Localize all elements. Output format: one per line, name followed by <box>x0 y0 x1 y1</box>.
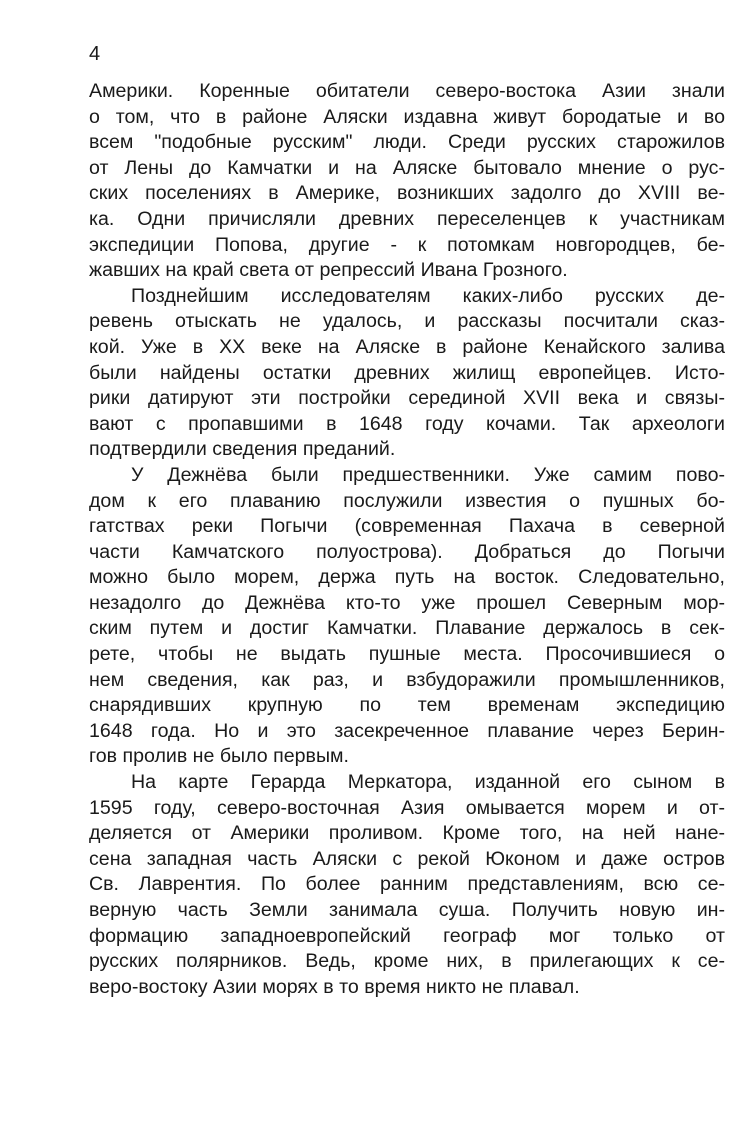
text-line: веро-востоку Азии морях в то время никто не плавал. <box>89 975 580 998</box>
text-line: Позднейшим исследователям каких-либо русских де- <box>131 284 725 307</box>
text-line: деляется от Америки проливом. Кроме того, на ней нане- <box>89 822 725 845</box>
text-line: вают с пропавшими в 1648 году кочами. Так археологи <box>89 412 725 435</box>
text-line: сена западная часть Аляски с рекой Юконом и даже остров <box>89 847 725 870</box>
page-number: 4 <box>89 43 101 65</box>
text-line: формацию западноевропейский географ мог только от <box>89 924 725 947</box>
text-line: Св. Лаврентия. По более ранним представлениям, всю се- <box>89 873 725 896</box>
text-line: На карте Герарда Меркатора, изданной его сыном в <box>131 771 725 794</box>
paragraph <box>89 463 725 770</box>
text-line: подтвердили сведения преданий. <box>89 438 396 461</box>
paragraph <box>89 79 725 284</box>
text-line: нем сведения, как раз, и взбудоражили промышленников, <box>89 668 725 691</box>
text-line: всем "подобные русским" люди. Среди русских старожилов <box>89 131 725 154</box>
text-line: о том, что в районе Аляски издавна живут бородатые и во <box>89 105 725 128</box>
text-line: кой. Уже в XX веке на Аляске в районе Кенайского залива <box>89 335 725 358</box>
text-line: 1648 года. Но и это засекреченное плавание через Берин- <box>89 719 725 742</box>
text-line: гов пролив не было первым. <box>89 745 349 768</box>
text-line: верную часть Земли занимала суша. Получить новую ин- <box>89 899 725 921</box>
text-line: снарядивших крупную по тем временам экспедицию <box>89 694 725 717</box>
text-line: рете, чтобы не выдать пушные места. Просочившиеся о <box>89 643 725 666</box>
text-line: части Камчатского полуострова). Добраться до Погычи <box>89 540 725 563</box>
text-line: 1595 году, северо-восточная Азия омывается морем и от- <box>89 796 725 819</box>
text-line: дом к его плаванию послужили известия о пушных бо- <box>89 489 725 512</box>
text-line: незадолго до Дежнёва кто-то уже прошел Северным мор- <box>89 591 725 614</box>
text-line: ских поселениях в Америке, возникших задолго до XVIII ве- <box>89 182 725 205</box>
text-line: можно было морем, держа путь на восток. Следовательно, <box>89 566 725 589</box>
text-line: ревень отыскать не удалось, и рассказы посчитали сказ- <box>89 310 725 333</box>
text-line: Америки. Коренные обитатели северо-востока Азии знали <box>89 80 725 102</box>
text-line: гатствах реки Погычи (современная Пахача в северной <box>89 515 725 538</box>
text-line: экспедиции Попова, другие - к потомкам новгородцев, бе- <box>89 233 725 256</box>
text-line: жавших на край света от репрессий Ивана Грозного. <box>89 259 568 282</box>
paragraph <box>89 284 725 463</box>
body-text <box>89 79 725 1000</box>
text-line: ка. Одни причисляли древних переселенцев к участникам <box>89 207 725 230</box>
text-line: У Дежнёва были предшественники. Уже самим пово- <box>131 463 725 486</box>
text-line: ским путем и достиг Камчатки. Плавание держалось в сек- <box>89 617 725 640</box>
text-line: от Лены до Камчатки и на Аляске бытовало мнение о рус- <box>89 156 725 179</box>
text-line: рики датируют эти постройки серединой XVII века и связы- <box>89 387 725 410</box>
paragraph <box>89 770 725 1000</box>
text-line: русских полярников. Ведь, кроме них, в прилегающих к се- <box>89 950 725 973</box>
text-line: были найдены остатки древних жилищ европейцев. Исто- <box>89 361 725 384</box>
